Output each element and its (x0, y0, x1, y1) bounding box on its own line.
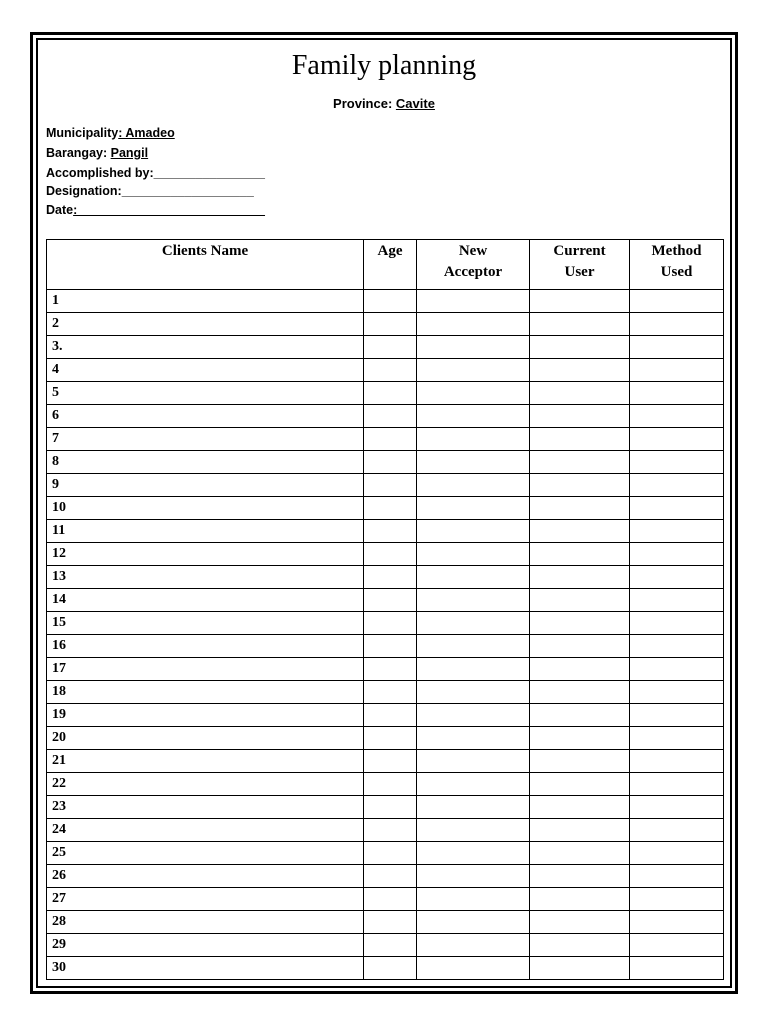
new-acceptor-cell[interactable] (417, 497, 530, 520)
row-number-cell: 19 (47, 704, 364, 727)
table-row (47, 336, 724, 359)
method-used-cell[interactable] (630, 934, 724, 957)
method-used-cell[interactable] (630, 405, 724, 428)
new-acceptor-cell[interactable] (417, 796, 530, 819)
table-row (47, 888, 724, 911)
method-used-cell[interactable] (630, 865, 724, 888)
new-acceptor-cell[interactable] (417, 382, 530, 405)
age-cell[interactable] (364, 474, 417, 497)
new-acceptor-cell[interactable] (417, 727, 530, 750)
current-user-cell[interactable] (530, 313, 630, 336)
new-acceptor-cell[interactable] (417, 842, 530, 865)
current-user-cell[interactable] (530, 865, 630, 888)
age-cell[interactable] (364, 658, 417, 681)
current-user-cell[interactable] (530, 566, 630, 589)
method-used-cell[interactable] (630, 428, 724, 451)
table-row (47, 497, 724, 520)
row-number-cell: 10 (47, 497, 364, 520)
row-number-cell: 7 (47, 428, 364, 451)
current-user-cell[interactable] (530, 497, 630, 520)
table-row (47, 750, 724, 773)
age-cell[interactable] (364, 842, 417, 865)
header-method-used-line2: Used (660, 264, 693, 280)
municipality-line (46, 126, 175, 140)
current-user-cell[interactable] (530, 474, 630, 497)
table-row (47, 819, 724, 842)
current-user-cell[interactable] (530, 704, 630, 727)
age-cell[interactable] (364, 773, 417, 796)
new-acceptor-cell[interactable] (417, 520, 530, 543)
row-number-cell: 18 (47, 681, 364, 704)
current-user-cell[interactable] (530, 382, 630, 405)
method-used-cell[interactable] (630, 911, 724, 934)
clients-table (46, 239, 724, 980)
age-cell[interactable] (364, 566, 417, 589)
row-number-cell: 15 (47, 612, 364, 635)
row-number-cell: 23 (47, 796, 364, 819)
row-number-cell: 30 (47, 957, 364, 980)
age-cell[interactable] (364, 612, 417, 635)
table-row (47, 773, 724, 796)
date-line (46, 203, 265, 217)
table-row (47, 474, 724, 497)
method-used-cell[interactable] (630, 727, 724, 750)
new-acceptor-cell[interactable] (417, 658, 530, 681)
new-acceptor-cell[interactable] (417, 290, 530, 313)
method-used-cell[interactable] (630, 773, 724, 796)
header-new-acceptor-line2: Acceptor (443, 264, 503, 280)
row-number-cell: 21 (47, 750, 364, 773)
table-row (47, 865, 724, 888)
method-used-cell[interactable] (630, 612, 724, 635)
table-row (47, 359, 724, 382)
accomplished-by-line: Accomplished by:________________ (46, 166, 265, 180)
current-user-cell[interactable] (530, 727, 630, 750)
municipality-label: Municipality (46, 126, 119, 140)
row-number-cell: 8 (47, 451, 364, 474)
new-acceptor-cell[interactable] (417, 589, 530, 612)
row-number-cell: 12 (47, 543, 364, 566)
row-number-cell: 25 (47, 842, 364, 865)
new-acceptor-cell[interactable] (417, 566, 530, 589)
row-number-cell: 14 (47, 589, 364, 612)
age-cell[interactable] (364, 543, 417, 566)
table-row (47, 451, 724, 474)
method-used-cell[interactable] (630, 497, 724, 520)
table-row (47, 405, 724, 428)
method-used-cell[interactable] (630, 658, 724, 681)
new-acceptor-cell[interactable] (417, 543, 530, 566)
row-number-cell: 5 (47, 382, 364, 405)
header-clients-name: Clients Name (47, 240, 364, 290)
age-cell[interactable] (364, 750, 417, 773)
row-number-cell: 2 (47, 313, 364, 336)
new-acceptor-cell[interactable] (417, 428, 530, 451)
method-used-cell[interactable] (630, 382, 724, 405)
row-number-cell: 1 (47, 290, 364, 313)
new-acceptor-cell[interactable] (417, 750, 530, 773)
current-user-cell[interactable] (530, 957, 630, 980)
current-user-cell[interactable] (530, 359, 630, 382)
new-acceptor-cell[interactable] (417, 773, 530, 796)
method-used-cell[interactable] (630, 313, 724, 336)
age-cell[interactable] (364, 635, 417, 658)
age-cell[interactable] (364, 290, 417, 313)
row-number-cell: 20 (47, 727, 364, 750)
current-user-cell[interactable] (530, 773, 630, 796)
current-user-cell[interactable] (530, 520, 630, 543)
age-cell[interactable] (364, 727, 417, 750)
table-row (47, 566, 724, 589)
new-acceptor-cell[interactable] (417, 336, 530, 359)
row-number-cell: 27 (47, 888, 364, 911)
province-label: Province: (333, 96, 396, 111)
row-number-cell: 6 (47, 405, 364, 428)
age-cell[interactable] (364, 681, 417, 704)
method-used-cell[interactable] (630, 704, 724, 727)
new-acceptor-cell[interactable] (417, 704, 530, 727)
current-user-cell[interactable] (530, 658, 630, 681)
current-user-cell[interactable] (530, 842, 630, 865)
row-number-cell: 24 (47, 819, 364, 842)
age-cell[interactable] (364, 520, 417, 543)
new-acceptor-cell[interactable] (417, 313, 530, 336)
age-cell[interactable] (364, 911, 417, 934)
current-user-cell[interactable] (530, 290, 630, 313)
age-cell[interactable] (364, 428, 417, 451)
age-cell[interactable] (364, 405, 417, 428)
method-used-cell[interactable] (630, 888, 724, 911)
table-row (47, 520, 724, 543)
age-cell[interactable] (364, 819, 417, 842)
table-row (47, 658, 724, 681)
current-user-cell[interactable] (530, 819, 630, 842)
table-row (47, 842, 724, 865)
current-user-cell[interactable] (530, 612, 630, 635)
table-row (47, 382, 724, 405)
method-used-cell[interactable] (630, 451, 724, 474)
age-cell[interactable] (364, 382, 417, 405)
method-used-cell[interactable] (630, 589, 724, 612)
current-user-cell[interactable] (530, 750, 630, 773)
method-used-cell[interactable] (630, 635, 724, 658)
header-new-acceptor-line1: New (458, 243, 488, 259)
designation-line: Designation:___________________ (46, 184, 254, 198)
method-used-cell[interactable] (630, 474, 724, 497)
current-user-cell[interactable] (530, 681, 630, 704)
new-acceptor-cell[interactable] (417, 451, 530, 474)
age-cell[interactable] (364, 451, 417, 474)
new-acceptor-cell[interactable] (417, 819, 530, 842)
header-current-user (530, 240, 630, 290)
barangay-label: Barangay: (46, 146, 111, 160)
row-number-cell: 17 (47, 658, 364, 681)
age-cell[interactable] (364, 313, 417, 336)
age-cell[interactable] (364, 704, 417, 727)
new-acceptor-cell[interactable] (417, 957, 530, 980)
table-row (47, 911, 724, 934)
age-cell[interactable] (364, 796, 417, 819)
page-title: Family planning (291, 50, 477, 81)
method-used-cell[interactable] (630, 819, 724, 842)
current-user-cell[interactable] (530, 336, 630, 359)
table-row (47, 681, 724, 704)
current-user-cell[interactable] (530, 934, 630, 957)
row-number-cell: 13 (47, 566, 364, 589)
new-acceptor-cell[interactable] (417, 474, 530, 497)
row-number-cell: 9 (47, 474, 364, 497)
table-row (47, 704, 724, 727)
method-used-cell[interactable] (630, 520, 724, 543)
row-number-cell: 26 (47, 865, 364, 888)
age-cell[interactable] (364, 589, 417, 612)
row-number-cell: 16 (47, 635, 364, 658)
method-used-cell[interactable] (630, 750, 724, 773)
table-row (47, 612, 724, 635)
new-acceptor-cell[interactable] (417, 635, 530, 658)
table-row (47, 589, 724, 612)
barangay-value: Pangil (110, 146, 149, 160)
new-acceptor-cell[interactable] (417, 911, 530, 934)
age-cell[interactable] (364, 934, 417, 957)
row-number-cell: 4 (47, 359, 364, 382)
row-number-cell: 29 (47, 934, 364, 957)
current-user-cell[interactable] (530, 911, 630, 934)
date-value: :___________________________ (73, 203, 265, 217)
table-row (47, 543, 724, 566)
row-number-cell: 28 (47, 911, 364, 934)
current-user-cell[interactable] (530, 888, 630, 911)
method-used-cell[interactable] (630, 359, 724, 382)
age-cell[interactable] (364, 865, 417, 888)
current-user-cell[interactable] (530, 589, 630, 612)
date-label: Date (46, 203, 74, 217)
table-row (47, 957, 724, 980)
method-used-cell[interactable] (630, 290, 724, 313)
current-user-cell[interactable] (530, 796, 630, 819)
header-age: Age (364, 240, 417, 290)
header-new-acceptor (417, 240, 530, 290)
header-current-user-line2: User (564, 264, 595, 280)
age-cell[interactable] (364, 359, 417, 382)
age-cell[interactable] (364, 497, 417, 520)
method-used-cell[interactable] (630, 842, 724, 865)
table-row (47, 313, 724, 336)
header-method-used-line1: Method (651, 243, 702, 259)
new-acceptor-cell[interactable] (417, 934, 530, 957)
age-cell[interactable] (364, 957, 417, 980)
row-number-cell: 11 (47, 520, 364, 543)
method-used-cell[interactable] (630, 543, 724, 566)
current-user-cell[interactable] (530, 428, 630, 451)
table-row (47, 428, 724, 451)
row-number-cell: 3. (47, 336, 364, 359)
table-body (47, 290, 724, 980)
new-acceptor-cell[interactable] (417, 681, 530, 704)
barangay-line (46, 146, 148, 160)
row-number-cell: 22 (47, 773, 364, 796)
current-user-cell[interactable] (530, 543, 630, 566)
province-value: Cavite (395, 96, 435, 111)
new-acceptor-cell[interactable] (417, 888, 530, 911)
current-user-cell[interactable] (530, 405, 630, 428)
municipality-value: : Amadeo (118, 126, 175, 140)
method-used-cell[interactable] (630, 681, 724, 704)
table-row (47, 635, 724, 658)
header-current-user-line1: Current (553, 243, 606, 259)
method-used-cell[interactable] (630, 566, 724, 589)
new-acceptor-cell[interactable] (417, 865, 530, 888)
method-used-cell[interactable] (630, 957, 724, 980)
new-acceptor-cell[interactable] (417, 359, 530, 382)
table-row (47, 934, 724, 957)
age-cell[interactable] (364, 336, 417, 359)
current-user-cell[interactable] (530, 451, 630, 474)
table-row (47, 796, 724, 819)
table-row (47, 290, 724, 313)
method-used-cell[interactable] (630, 796, 724, 819)
age-cell[interactable] (364, 888, 417, 911)
table-row (47, 727, 724, 750)
province-line (0, 96, 768, 111)
table-header-row (47, 240, 724, 290)
header-method-used (630, 240, 724, 290)
current-user-cell[interactable] (530, 635, 630, 658)
method-used-cell[interactable] (630, 336, 724, 359)
new-acceptor-cell[interactable] (417, 612, 530, 635)
new-acceptor-cell[interactable] (417, 405, 530, 428)
